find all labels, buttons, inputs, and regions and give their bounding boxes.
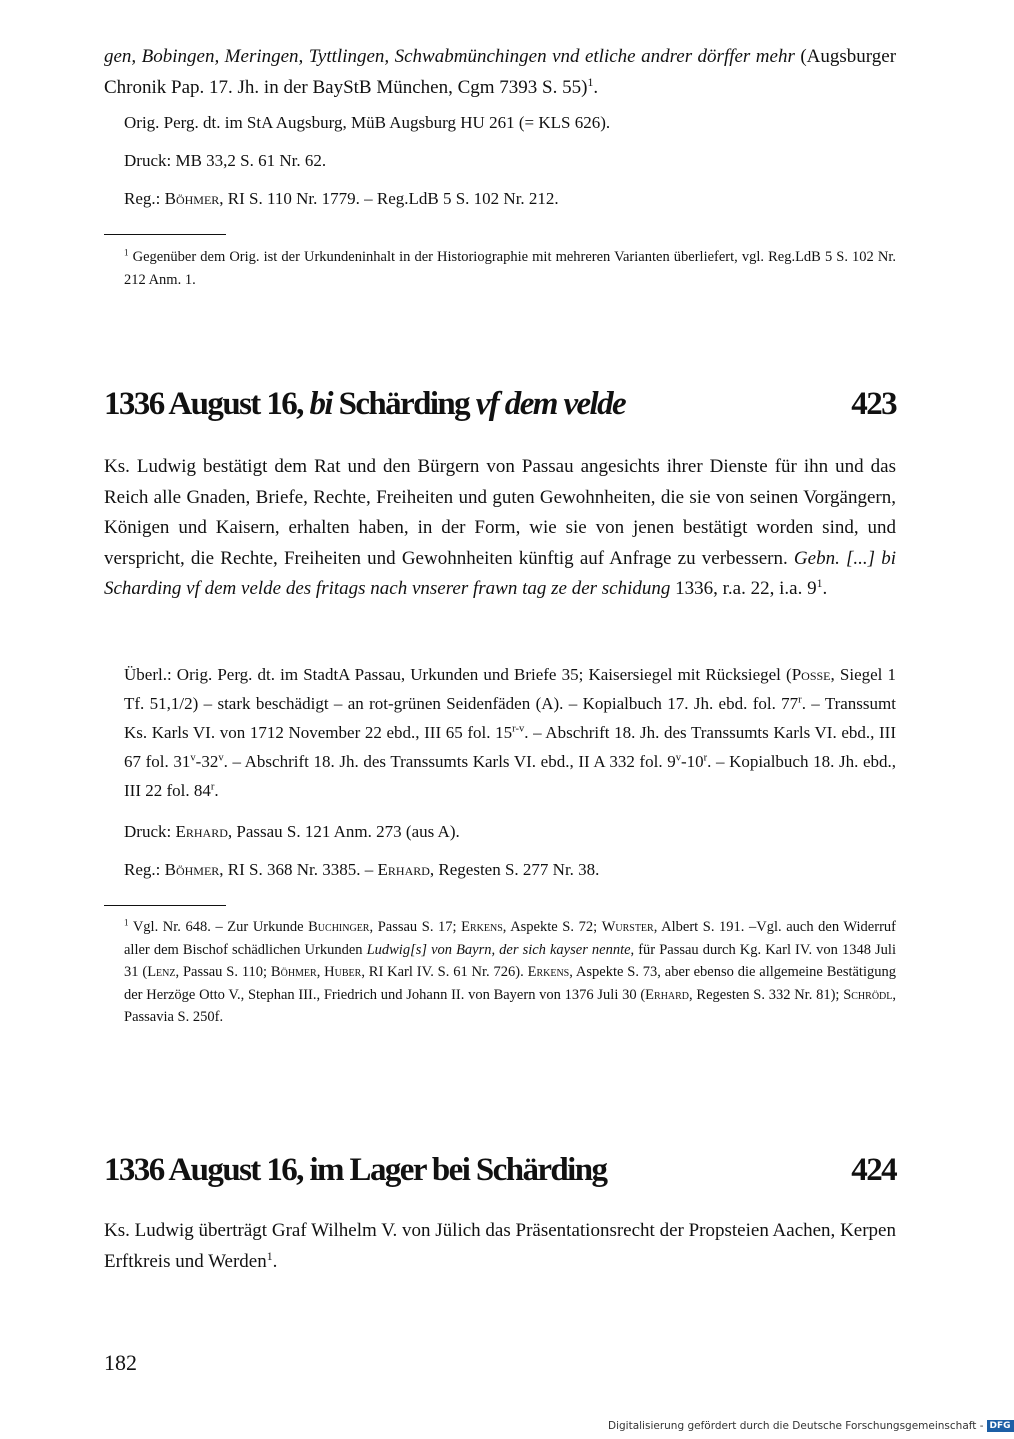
transmission-note bbox=[104, 660, 896, 805]
text: . – Kopialbuch 18. Jh. ebd., III 22 fol. 84 bbox=[124, 752, 896, 800]
quote-source: (Augsburger Chronik Pap. 17. Jh. in der BayStB München, Cgm 7393 S. 55) bbox=[104, 46, 897, 98]
heading-italic-place: vf dem velde bbox=[475, 386, 626, 422]
folio-side: r bbox=[703, 752, 708, 764]
author-name: Erhard bbox=[175, 822, 228, 841]
reg-rest: , RI S. 110 Nr. 1779. – Reg.LdB 5 S. 102 Nr. 212. bbox=[219, 189, 559, 208]
author-name: Erkens bbox=[527, 964, 570, 981]
footnote-divider bbox=[104, 234, 226, 235]
print-reference bbox=[104, 817, 896, 846]
text: , Aspekte S. 73, aber ebenso die allgemeine Bestätigung der Herzöge Otto V., Stephan III., Friedrich und Johann II. von Bayern von 1376 Juli 30 ( bbox=[124, 964, 896, 1003]
text: , Albert S. 191. –Vgl. auch den Widerruf aller dem Bischof schädlichen Urkunden bbox=[124, 919, 896, 958]
author-name: Buchinger bbox=[308, 919, 370, 935]
footnote-ref: 1 bbox=[587, 75, 594, 89]
text: Überl.: Orig. Perg. dt. im StadtA Passau, Urkunden und Briefe 35; Kaisersiegel mit Rücksiegel ( bbox=[124, 665, 792, 684]
author-name: Böhmer bbox=[164, 860, 220, 879]
footnote-ref: 1 bbox=[266, 1249, 273, 1263]
text: . – Transsumt Ks. Karls VI. von 1712 November 22 ebd., III 65 fol. 15 bbox=[124, 694, 896, 742]
entry-abstract bbox=[104, 452, 896, 605]
footnote-divider bbox=[104, 905, 226, 906]
text: , RI Karl IV. S. 61 Nr. 726). bbox=[361, 964, 528, 981]
footnote bbox=[104, 916, 896, 1029]
text: Druck: bbox=[124, 822, 176, 841]
abstract-period: . bbox=[272, 1250, 278, 1272]
quote-end: . bbox=[593, 76, 599, 98]
entry-number: 423 bbox=[851, 386, 896, 422]
print-reference: Druck: MB 33,2 S. 61 Nr. 62. bbox=[124, 151, 327, 170]
abstract-quote: Gebn. [...] bi Scharding vf dem velde des fritags nach vnserer frawn tag ze der schidung bbox=[104, 547, 896, 599]
author-name: Böhmer, Huber bbox=[270, 964, 362, 981]
author-name: Posse bbox=[791, 665, 831, 684]
quote-italic: Ludwig[s] von Bayrn, der sich kayser nennte bbox=[366, 941, 631, 958]
folio-side: r bbox=[210, 781, 215, 793]
text: , Passau S. 110; bbox=[175, 964, 271, 981]
heading-text: 1336 August 16, im Lager bei Schärding bbox=[104, 1152, 607, 1188]
text: , Regesten S. 332 Nr. 81); bbox=[689, 986, 844, 1003]
author-name: Wurster bbox=[601, 919, 654, 935]
text: , RI S. 368 Nr. 3385. – bbox=[219, 860, 378, 879]
heading-italic-bi: bi bbox=[309, 386, 332, 422]
text: Vgl. Nr. 648. – Zur Urkunde bbox=[132, 919, 309, 935]
folio-side: v bbox=[675, 752, 681, 764]
text: . bbox=[214, 781, 219, 800]
text: , Passau S. 121 Anm. 273 (aus A). bbox=[227, 822, 460, 841]
folio-side: r bbox=[798, 694, 802, 706]
funding-notice bbox=[608, 1420, 1014, 1432]
text: , Aspekte S. 72; bbox=[502, 919, 602, 935]
author-name: Erhard bbox=[377, 860, 430, 879]
dfg-logo-icon: DFG bbox=[987, 1420, 1014, 1432]
quote-italic: gen, Bobingen, Meringen, Tyttlingen, Schwabmünchingen vnd etliche andrer dörffer mehr bbox=[104, 46, 795, 67]
author-name: Erhard bbox=[645, 986, 690, 1003]
text: , Passavia S. 250f. bbox=[124, 986, 896, 1026]
footnote-mark: 1 bbox=[124, 917, 129, 928]
entry-heading-423 bbox=[104, 386, 896, 423]
text: . – Abschrift 18. Jh. des Transsumts Karls VI. ebd., II A 332 fol. 9 bbox=[223, 752, 676, 771]
abstract-period: . bbox=[822, 578, 828, 599]
reg-prefix: Reg.: bbox=[124, 189, 165, 208]
regest-reference bbox=[104, 855, 896, 884]
original-source: Orig. Perg. dt. im StA Augsburg, MüB Augsburg HU 261 (= KLS 626). bbox=[124, 113, 611, 132]
footnote-text: Gegenüber dem Orig. ist der Urkundeninhalt in der Historiographie mit mehreren Varianten überliefert, vgl. Reg.LdB 5 S. 102 Nr. 212 Anm. 1. bbox=[124, 249, 897, 288]
entry-heading-424 bbox=[104, 1152, 896, 1189]
entry-number: 424 bbox=[851, 1152, 896, 1188]
abstract-date: 1336, r.a. 22, i.a. 9 bbox=[670, 578, 817, 599]
author-name: Lenz bbox=[147, 964, 176, 981]
author-name: Schrödl bbox=[843, 986, 893, 1003]
text: , Passau S. 17; bbox=[369, 919, 462, 935]
text: . – Abschrift 18. Jh. des Transsumts Karls VI. ebd., III 67 fol. 31 bbox=[124, 723, 896, 771]
text: Reg.: bbox=[124, 860, 165, 879]
funding-text: Digitalisierung gefördert durch die Deutsche Forschungsgemeinschaft - bbox=[608, 1420, 984, 1432]
text: -32 bbox=[195, 752, 219, 771]
heading-place: Schärding bbox=[331, 386, 476, 422]
footnote bbox=[104, 246, 896, 291]
footnote-mark: 1 bbox=[124, 247, 129, 258]
text: , Regesten S. 277 Nr. 38. bbox=[429, 860, 600, 879]
previous-entry-quote bbox=[104, 42, 896, 103]
folio-side: v bbox=[190, 752, 196, 764]
regest-reference bbox=[104, 184, 896, 213]
text: , Siegel 1 Tf. 51,1/2) – stark beschädigt – an rot-grünen Seidenfäden (A). – Kopialbuch 17. Jh. ebd. fol. 77 bbox=[124, 665, 896, 713]
abstract-text: Ks. Ludwig bestätigt dem Rat und den Bürgern von Passau angesichts ihrer Dienste für ihn und das Reich alle Gnaden, Briefe, Rechte, Freiheiten und guten Gewohnheiten, die sie von seinen Vorgängern, Königen und Kaisern, erhalten haben, in der Form, wie sie von jenen bestätigt worden sind, und verspricht, die Rechte, Freiheiten und Gewohnheiten künftig auf Anfrage zu verbessern. bbox=[104, 456, 896, 569]
folio-side: v bbox=[218, 752, 224, 764]
text: , für Passau durch Kg. Karl IV. von 1348 Juli 31 ( bbox=[124, 941, 896, 981]
author-name: Erkens bbox=[461, 919, 503, 935]
entry-abstract bbox=[104, 1216, 896, 1277]
author-name: Böhmer bbox=[164, 189, 220, 208]
footnote-ref: 1 bbox=[816, 576, 823, 590]
heading-date: 1336 August 16, bbox=[104, 386, 310, 422]
page-number: 182 bbox=[104, 1350, 137, 1375]
abstract-text: Ks. Ludwig überträgt Graf Wilhelm V. von Jülich das Präsentationsrecht der Propsteien Aachen, Kerpen Erftkreis und Werden bbox=[104, 1220, 896, 1272]
text: -10 bbox=[680, 752, 704, 771]
folio-side: r-v bbox=[512, 723, 525, 735]
